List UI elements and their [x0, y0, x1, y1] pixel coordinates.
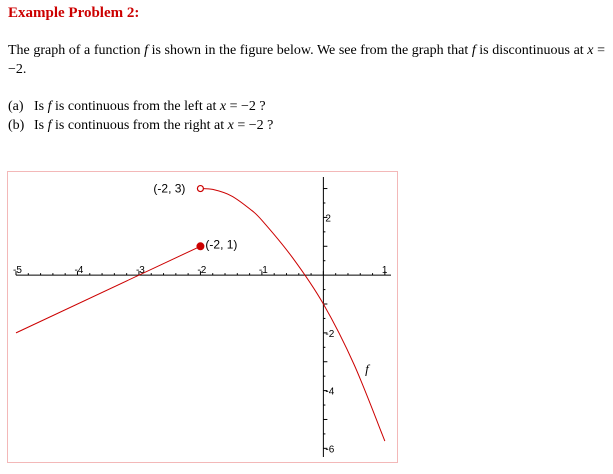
- y-tick-label: -6: [325, 444, 335, 456]
- function-graph: [7, 171, 398, 463]
- x-tick-label: -4: [74, 265, 84, 277]
- left-piece-curve: [16, 246, 200, 333]
- question-a: (a) Is f is continuous from the left at x = −2 ?: [8, 99, 266, 114]
- y-tick-label: -2: [325, 328, 335, 340]
- question-b: (b) Is f is continuous from the right at x = −2 ?: [8, 118, 274, 133]
- function-label: f: [365, 361, 369, 377]
- x-tick-label: -2: [197, 265, 207, 277]
- y-tick-label: 2: [325, 213, 331, 225]
- intro-paragraph: The graph of a function f is shown in the figure below. We see from the graph that f is discontinuous at x = −2.: [8, 43, 605, 77]
- y-tick-label: -4: [325, 386, 335, 398]
- right-piece-curve: [200, 189, 384, 442]
- graph-svg: [8, 172, 399, 464]
- filled-point: [197, 243, 204, 250]
- example-heading: Example Problem 2:: [8, 5, 140, 21]
- open-point: [197, 186, 203, 192]
- x-tick-label: -3: [135, 265, 145, 277]
- x-tick-label: -5: [13, 265, 22, 277]
- open-point-label: (-2, 3): [153, 181, 186, 196]
- x-tick-label: -1: [258, 265, 268, 277]
- x-tick-label: 1: [381, 265, 388, 277]
- filled-point-label: (-2, 1): [205, 237, 238, 252]
